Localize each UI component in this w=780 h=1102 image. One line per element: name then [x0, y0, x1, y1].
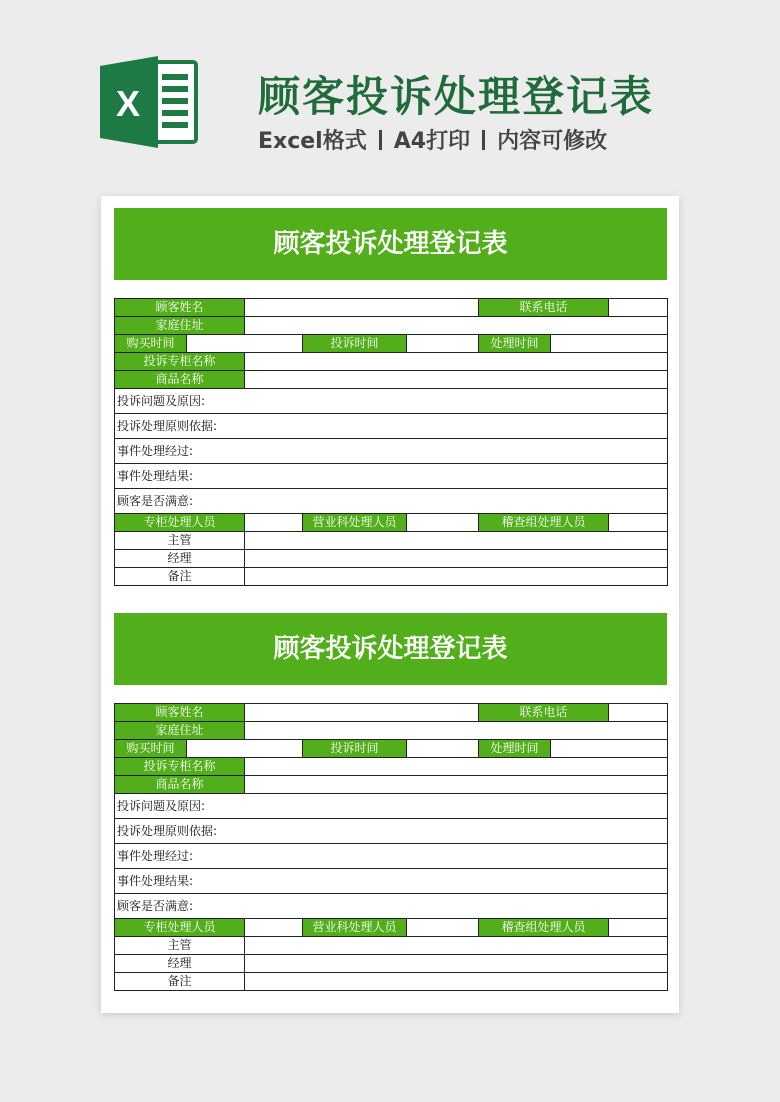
- field-customer-name[interactable]: [245, 704, 479, 722]
- label-handle-time: 处理时间: [479, 740, 551, 758]
- subtitle-separator: [482, 130, 485, 150]
- field-complaint-time[interactable]: [407, 335, 479, 353]
- document-paper: [101, 196, 679, 1013]
- field-manager[interactable]: [245, 955, 668, 973]
- label-purchase-time: 购买时间: [115, 740, 187, 758]
- field-manager[interactable]: [245, 550, 668, 568]
- label-audit-staff: 稽查组处理人员: [479, 919, 609, 937]
- field-handle-time[interactable]: [551, 740, 668, 758]
- label-phone: 联系电话: [479, 704, 609, 722]
- field-customer-name[interactable]: [245, 299, 479, 317]
- complaint-form-table: [114, 298, 668, 586]
- field-product-name[interactable]: [245, 776, 668, 794]
- field-satisfied[interactable]: 顾客是否满意:: [115, 489, 668, 514]
- form-sheet: [114, 613, 667, 991]
- label-customer-name: 顾客姓名: [115, 704, 245, 722]
- label-product-name: 商品名称: [115, 371, 245, 389]
- label-supervisor: 主管: [115, 532, 245, 550]
- field-result[interactable]: 事件处理结果:: [115, 869, 668, 894]
- field-purchase-time[interactable]: [187, 740, 303, 758]
- subtitle-separator: [379, 130, 382, 150]
- field-product-name[interactable]: [245, 371, 668, 389]
- excel-logo-icon: [100, 56, 200, 148]
- field-supervisor[interactable]: [245, 937, 668, 955]
- label-phone: 联系电话: [479, 299, 609, 317]
- label-remark: 备注: [115, 568, 245, 586]
- page-header: [0, 0, 780, 190]
- field-phone[interactable]: [609, 299, 668, 317]
- field-process[interactable]: 事件处理经过:: [115, 439, 668, 464]
- subtitle-editable: 内容可修改: [497, 129, 608, 154]
- label-remark: 备注: [115, 973, 245, 991]
- complaint-form-table: [114, 703, 668, 991]
- label-customer-name: 顾客姓名: [115, 299, 245, 317]
- field-process[interactable]: 事件处理经过:: [115, 844, 668, 869]
- field-principle[interactable]: 投诉处理原则依据:: [115, 414, 668, 439]
- field-issue[interactable]: 投诉问题及原因:: [115, 794, 668, 819]
- field-counter-staff[interactable]: [245, 514, 303, 532]
- field-satisfied[interactable]: 顾客是否满意:: [115, 894, 668, 919]
- subtitle-format: Excel格式: [258, 129, 367, 154]
- field-remark[interactable]: [245, 973, 668, 991]
- label-handle-time: 处理时间: [479, 335, 551, 353]
- form-banner: 顾客投诉处理登记表: [114, 613, 667, 685]
- form-sheet: [114, 208, 667, 586]
- label-address: 家庭住址: [115, 317, 245, 335]
- field-issue[interactable]: 投诉问题及原因:: [115, 389, 668, 414]
- field-sales-staff[interactable]: [407, 919, 479, 937]
- label-supervisor: 主管: [115, 937, 245, 955]
- label-complaint-time: 投诉时间: [303, 740, 407, 758]
- label-sales-staff: 营业科处理人员: [303, 919, 407, 937]
- label-counter-name: 投诉专柜名称: [115, 353, 245, 371]
- field-counter-staff[interactable]: [245, 919, 303, 937]
- page-title: 顾客投诉处理登记表: [258, 72, 655, 121]
- field-handle-time[interactable]: [551, 335, 668, 353]
- field-counter-name[interactable]: [245, 758, 668, 776]
- label-sales-staff: 营业科处理人员: [303, 514, 407, 532]
- field-audit-staff[interactable]: [609, 919, 668, 937]
- field-phone[interactable]: [609, 704, 668, 722]
- field-audit-staff[interactable]: [609, 514, 668, 532]
- field-complaint-time[interactable]: [407, 740, 479, 758]
- field-address[interactable]: [245, 317, 668, 335]
- form-banner: 顾客投诉处理登记表: [114, 208, 667, 280]
- label-product-name: 商品名称: [115, 776, 245, 794]
- field-remark[interactable]: [245, 568, 668, 586]
- label-purchase-time: 购买时间: [115, 335, 187, 353]
- label-manager: 经理: [115, 955, 245, 973]
- page-subtitle: [258, 124, 607, 155]
- label-audit-staff: 稽查组处理人员: [479, 514, 609, 532]
- label-counter-staff: 专柜处理人员: [115, 919, 245, 937]
- svg-text:X: X: [115, 83, 141, 124]
- field-principle[interactable]: 投诉处理原则依据:: [115, 819, 668, 844]
- field-sales-staff[interactable]: [407, 514, 479, 532]
- label-counter-staff: 专柜处理人员: [115, 514, 245, 532]
- label-manager: 经理: [115, 550, 245, 568]
- field-counter-name[interactable]: [245, 353, 668, 371]
- label-complaint-time: 投诉时间: [303, 335, 407, 353]
- field-purchase-time[interactable]: [187, 335, 303, 353]
- label-counter-name: 投诉专柜名称: [115, 758, 245, 776]
- field-supervisor[interactable]: [245, 532, 668, 550]
- field-address[interactable]: [245, 722, 668, 740]
- subtitle-print: A4打印: [393, 129, 471, 154]
- field-result[interactable]: 事件处理结果:: [115, 464, 668, 489]
- label-address: 家庭住址: [115, 722, 245, 740]
